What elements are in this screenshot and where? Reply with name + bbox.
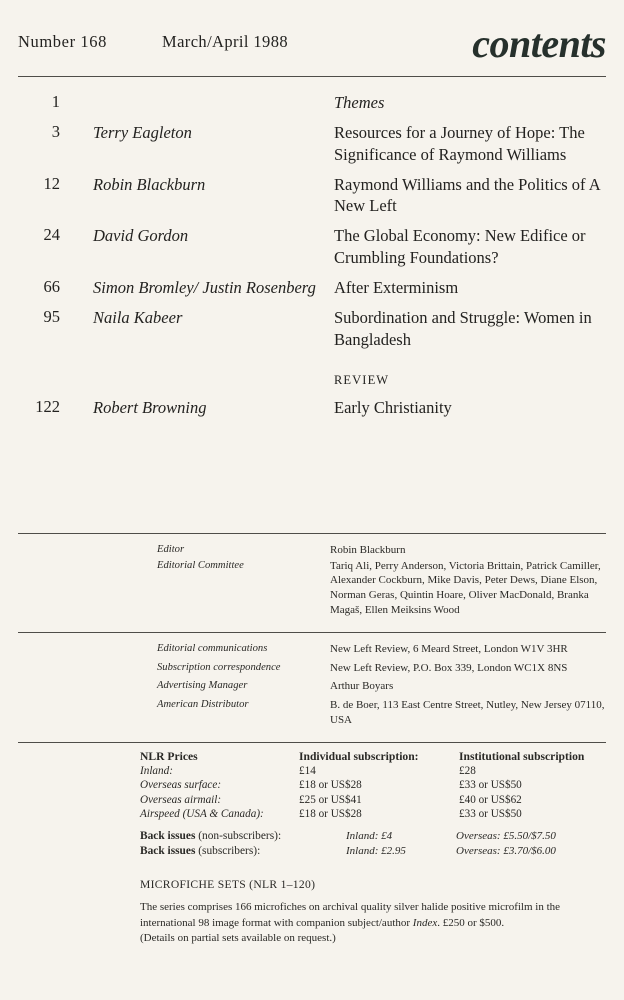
masthead-row	[18, 679, 606, 694]
price-label: Inland:	[140, 764, 173, 777]
price-row	[18, 779, 606, 794]
microfiche-body-part2: . £250 or $500.	[437, 916, 505, 929]
microfiche-index-word: Index	[412, 916, 438, 929]
price-individual: £18 or US$28	[299, 779, 362, 791]
masthead-row	[18, 698, 606, 727]
masthead-row	[18, 543, 606, 558]
price-row	[18, 808, 606, 823]
toc-page-number: 95	[43, 307, 60, 327]
toc-page-number: 66	[43, 276, 60, 296]
toc-title: Resources for a Journey of Hope: The Significance of Raymond Williams	[334, 123, 585, 164]
price-institutional: £40 or US$62	[459, 793, 522, 806]
toc-title: The Global Economy: New Edifice or Crumbling Foundations?	[334, 226, 586, 267]
toc-page-number: 1	[51, 92, 60, 111]
toc-entry	[18, 307, 606, 350]
toc-page-number: 24	[43, 225, 60, 245]
prices-table	[18, 750, 606, 823]
toc-page-number: 122	[35, 396, 60, 416]
toc-title: Raymond Williams and the Politics of A New Left	[334, 174, 600, 216]
back-issues-label-bold: Back issues	[140, 830, 196, 842]
masthead-label: Editor	[157, 544, 185, 555]
toc-page-number: 3	[51, 122, 60, 142]
toc-title: Subordination and Struggle: Women in Bangladesh	[334, 308, 592, 349]
back-issues-label	[140, 845, 260, 857]
price-label: Airspeed (USA & Canada):	[140, 808, 264, 820]
masthead-label: Advertising Manager	[157, 680, 248, 692]
back-issues-label	[140, 830, 281, 842]
toc-author: Terry Eagleton	[93, 123, 192, 143]
masthead-row	[18, 642, 606, 657]
microfiche-note: (Details on partial sets available on request.)	[140, 932, 336, 945]
back-issues-label-rest: (subscribers):	[195, 845, 261, 857]
toc-entry	[18, 174, 606, 217]
masthead-row	[18, 559, 606, 618]
price-row	[18, 765, 606, 780]
masthead-editorial	[18, 543, 606, 619]
review-section-heading-row	[18, 373, 606, 388]
back-issues-inland: Inland: £4	[346, 830, 393, 842]
masthead-value: New Left Review, P.O. Box 339, London WC1X 8NS	[330, 661, 568, 674]
toc-author: Robert Browning	[93, 397, 207, 417]
back-issues-overseas: Overseas: £3.70/$6.00	[456, 845, 556, 857]
issue-date: March/April 1988	[162, 32, 289, 51]
price-institutional: £28	[459, 764, 476, 777]
masthead-row	[18, 661, 606, 676]
back-issues-row	[18, 845, 606, 860]
price-individual: £18 or US$28	[299, 808, 362, 820]
toc-entry	[18, 277, 606, 298]
back-issues-inland: Inland: £2.95	[346, 845, 406, 857]
issue-number: Number 168	[18, 32, 107, 51]
price-institutional: £33 or US$50	[459, 808, 522, 820]
microfiche-body	[140, 900, 606, 931]
toc-author: Simon Bromley/ Justin Rosenberg	[93, 277, 316, 297]
prices-divider	[18, 742, 606, 743]
price-label: Overseas surface:	[140, 779, 222, 791]
masthead-contacts	[18, 642, 606, 732]
price-institutional: £33 or US$50	[459, 779, 522, 791]
prices-heading-individual: Individual subscription:	[299, 750, 419, 763]
masthead-value: Tariq Ali, Perry Anderson, Victoria Brittain, Patrick Camiller, Alexander Cockburn, Mike Davis, Peter Dews, Diane Elson, Norman Geras, Quintin Hoare, Oliver MacDonald, Branka Magaš, Ellen Meiksins Wood	[330, 559, 601, 616]
back-issues-overseas: Overseas: £5.50/$7.50	[456, 830, 556, 842]
toc-entry	[18, 92, 606, 113]
prices-heading-institutional: Institutional subscription	[459, 750, 585, 763]
price-row	[18, 794, 606, 809]
toc-page-number: 12	[43, 173, 60, 193]
price-label: Overseas airmail:	[140, 793, 222, 806]
price-individual: £25 or US$41	[299, 793, 362, 806]
toc-entry-review	[18, 397, 606, 418]
toc-spacer	[18, 359, 606, 373]
masthead-value: Arthur Boyars	[330, 680, 394, 693]
back-issues-label-bold: Back issues	[140, 845, 196, 857]
prices-heading-label: NLR Prices	[140, 750, 198, 763]
masthead-value: Robin Blackburn	[330, 544, 406, 556]
toc-author: Naila Kabeer	[93, 308, 183, 328]
masthead-label: Subscription correspondence	[157, 661, 281, 673]
back-issues-label-rest: (non-subscribers):	[195, 830, 282, 842]
back-issues-row	[18, 830, 606, 845]
masthead-divider-2	[18, 632, 606, 633]
masthead-label: Editorial communications	[157, 643, 268, 654]
review-heading: REVIEW	[334, 372, 390, 387]
toc-author: Robin Blackburn	[93, 174, 206, 194]
masthead-label: American Distributor	[157, 699, 249, 711]
toc-entry	[18, 225, 606, 268]
toc-entry	[18, 122, 606, 165]
masthead-label: Editorial Committee	[157, 559, 244, 571]
header-divider	[18, 76, 606, 77]
back-issues-table	[18, 830, 606, 860]
toc-title: After Exterminism	[334, 277, 459, 297]
microfiche-section	[140, 878, 606, 947]
toc-title: Themes	[334, 93, 385, 112]
masthead-value: New Left Review, 6 Meard Street, London W1V 3HR	[330, 643, 568, 655]
page-header	[18, 21, 606, 70]
masthead-value: B. de Boer, 113 East Centre Street, Nutley, New Jersey 07110, USA	[330, 699, 605, 726]
toc-title: Early Christianity	[334, 397, 452, 417]
table-of-contents	[18, 92, 606, 427]
microfiche-body-part1: The series comprises 166 microfiches on archival quality silver halide positive microfilm in the international 98 image format with companion subject/author	[140, 901, 561, 929]
toc-author: David Gordon	[93, 226, 189, 246]
contents-logo: contents	[472, 21, 606, 66]
prices-header-row	[18, 750, 606, 765]
price-individual: £14	[299, 764, 316, 777]
masthead-divider-1	[18, 533, 606, 534]
microfiche-title: MICROFICHE SETS (NLR 1–120)	[140, 878, 316, 891]
